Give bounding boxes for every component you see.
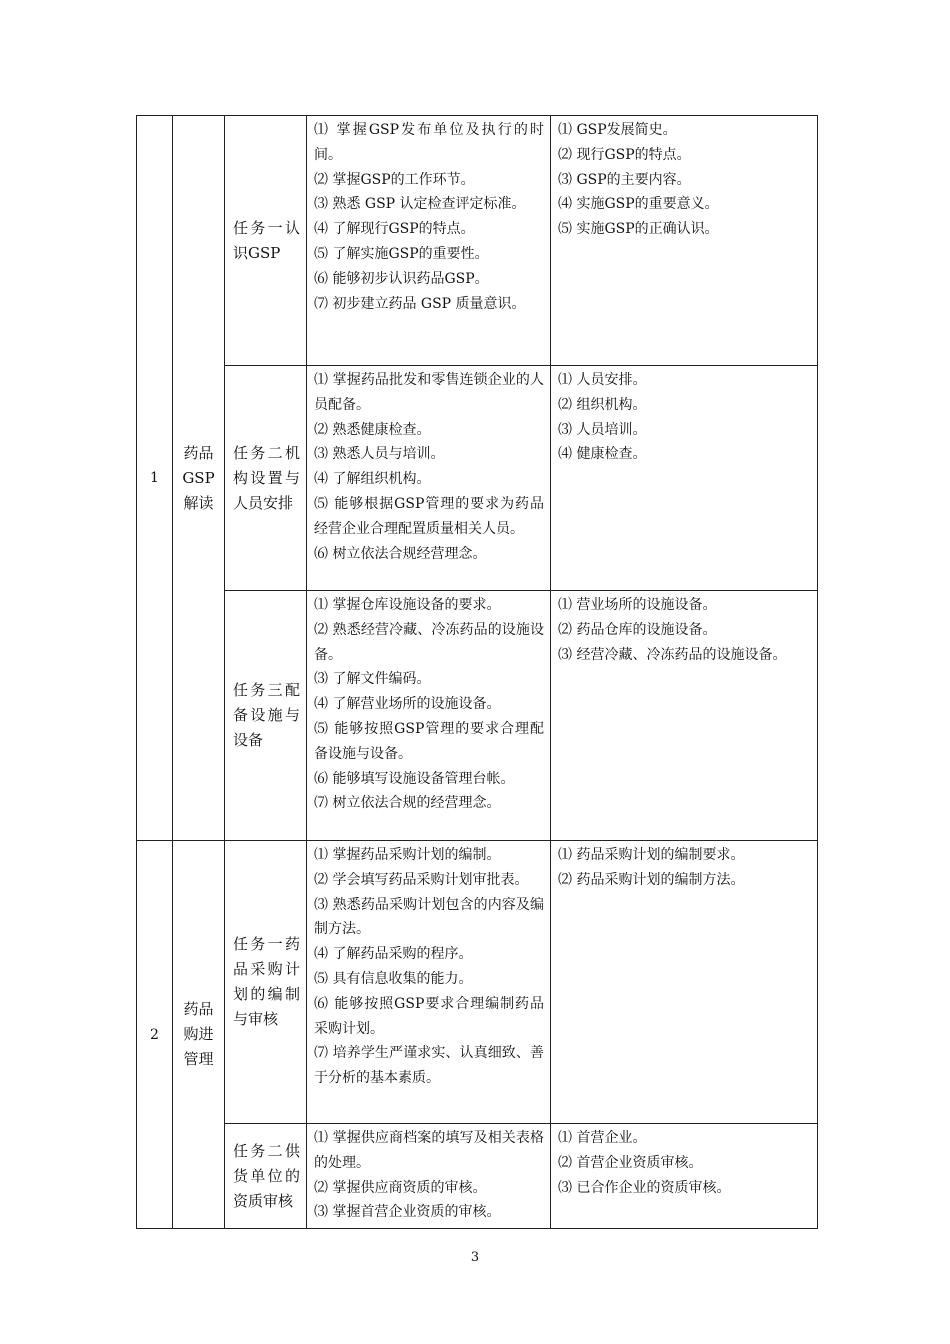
content-item: ⑶ GSP的主要内容。 [558,171,691,188]
objective-item: ⑴ 掌握药品批发和零售连锁企业的人员配备。 [314,372,544,413]
contents-cell [551,1124,818,1229]
task-name: 任务一药品采购计划的编制与审核 [225,841,307,1124]
objective-item: ⑵ 熟悉健康检查。 [314,421,431,438]
objective-item: ⑴ 掌握仓库设施设备的要求。 [314,597,501,613]
objective-item: ⑹ 树立依法合规经营理念。 [314,545,487,562]
objective-item: ⑸ 具有信息收集的能力。 [314,970,473,987]
objectives-cell [307,591,551,841]
content-item: ⑴ 首营企业。 [558,1130,647,1146]
table-row [137,841,818,1124]
objective-item: ⑷ 了解现行GSP的特点。 [314,221,475,238]
objective-item: ⑸ 能够按照GSP管理的要求合理配备设施与设备。 [314,720,544,762]
content-item: ⑵ 药品采购计划的编制方法。 [558,871,745,888]
objective-item: ⑶ 了解文件编码。 [314,671,431,688]
content-item: ⑵ 首营企业资质审核。 [558,1154,703,1171]
content-item: ⑷ 健康检查。 [558,446,647,463]
content-item: ⑴ 药品采购计划的编制要求。 [558,847,745,863]
objective-item: ⑷ 了解营业场所的设施设备。 [314,696,501,713]
objectives-cell [307,116,551,366]
objective-item: ⑹ 能够按照GSP要求合理编制药品采购计划。 [314,995,544,1037]
content-item: ⑶ 已合作企业的资质审核。 [558,1179,731,1196]
objective-item: ⑷ 了解组织机构。 [314,471,431,488]
content-item: ⑶ 经营冷藏、冷冻药品的设施设备。 [558,646,787,663]
objectives-cell [307,1124,551,1229]
table-row [137,591,818,841]
objective-item: ⑵ 掌握供应商资质的审核。 [314,1179,487,1196]
objective-item: ⑺ 初步建立药品 GSP 质量意识。 [314,295,526,312]
objective-item: ⑴ 掌握GSP发布单位及执行的时间。 [314,122,544,163]
objective-item: ⑴ 掌握供应商档案的填写及相关表格的处理。 [314,1130,544,1171]
page-number: 3 [470,1250,480,1265]
objective-item: ⑶ 熟悉人员与培训。 [314,446,445,463]
row-number: 1 [137,116,173,841]
table-row [137,116,818,366]
task-name: 任务二供货单位的资质审核 [225,1124,307,1229]
table-row [137,1124,818,1229]
objective-item: ⑷ 了解药品采购的程序。 [314,946,473,963]
content-item: ⑸ 实施GSP的正确认识。 [558,221,719,238]
curriculum-table [136,115,818,1229]
content-item: ⑵ 现行GSP的特点。 [558,146,691,163]
objective-item: ⑸ 了解实施GSP的重要性。 [314,245,489,262]
content-item: ⑴ 营业场所的设施设备。 [558,597,717,613]
module-name: 药品GSP解读 [173,116,225,841]
objective-item: ⑵ 熟悉经营冷藏、冷冻药品的设施设备。 [314,621,544,663]
objectives-cell [307,366,551,591]
objectives-cell [307,841,551,1124]
contents-cell [551,366,818,591]
objective-item: ⑶ 熟悉药品采购计划包含的内容及编制方法。 [314,896,544,938]
objective-item: ⑶ 掌握首营企业资质的审核。 [314,1204,501,1221]
content-item: ⑴ 人员安排。 [558,372,647,388]
module-name: 药品购进管理 [173,841,225,1229]
content-item: ⑶ 人员培训。 [558,421,647,438]
content-item: ⑴ GSP发展简史。 [558,122,677,138]
objective-item: ⑺ 树立依法合规的经营理念。 [314,795,501,812]
row-number: 2 [137,841,173,1229]
content-item: ⑵ 药品仓库的设施设备。 [558,621,717,638]
content-item: ⑷ 实施GSP的重要意义。 [558,196,719,213]
objective-item: ⑺ 培养学生严谨求实、认真细致、善于分析的基本素质。 [314,1045,544,1087]
content-item: ⑵ 组织机构。 [558,396,647,413]
contents-cell [551,591,818,841]
objective-item: ⑹ 能够填写设施设备管理台帐。 [314,770,515,787]
objective-item: ⑵ 学会填写药品采购计划审批表。 [314,871,529,888]
objective-item: ⑴ 掌握药品采购计划的编制。 [314,847,501,863]
objective-item: ⑹ 能够初步认识药品GSP。 [314,270,489,287]
objective-item: ⑸ 能够根据GSP管理的要求为药品经营企业合理配置质量相关人员。 [314,495,544,537]
objective-item: ⑶ 熟悉 GSP 认定检查评定标准。 [314,196,526,213]
task-name: 任务一认识GSP [225,116,307,366]
task-name: 任务三配备设施与设备 [225,591,307,841]
contents-cell [551,116,818,366]
task-name: 任务二机构设置与人员安排 [225,366,307,591]
contents-cell [551,841,818,1124]
table-row [137,366,818,591]
objective-item: ⑵ 掌握GSP的工作环节。 [314,171,475,188]
